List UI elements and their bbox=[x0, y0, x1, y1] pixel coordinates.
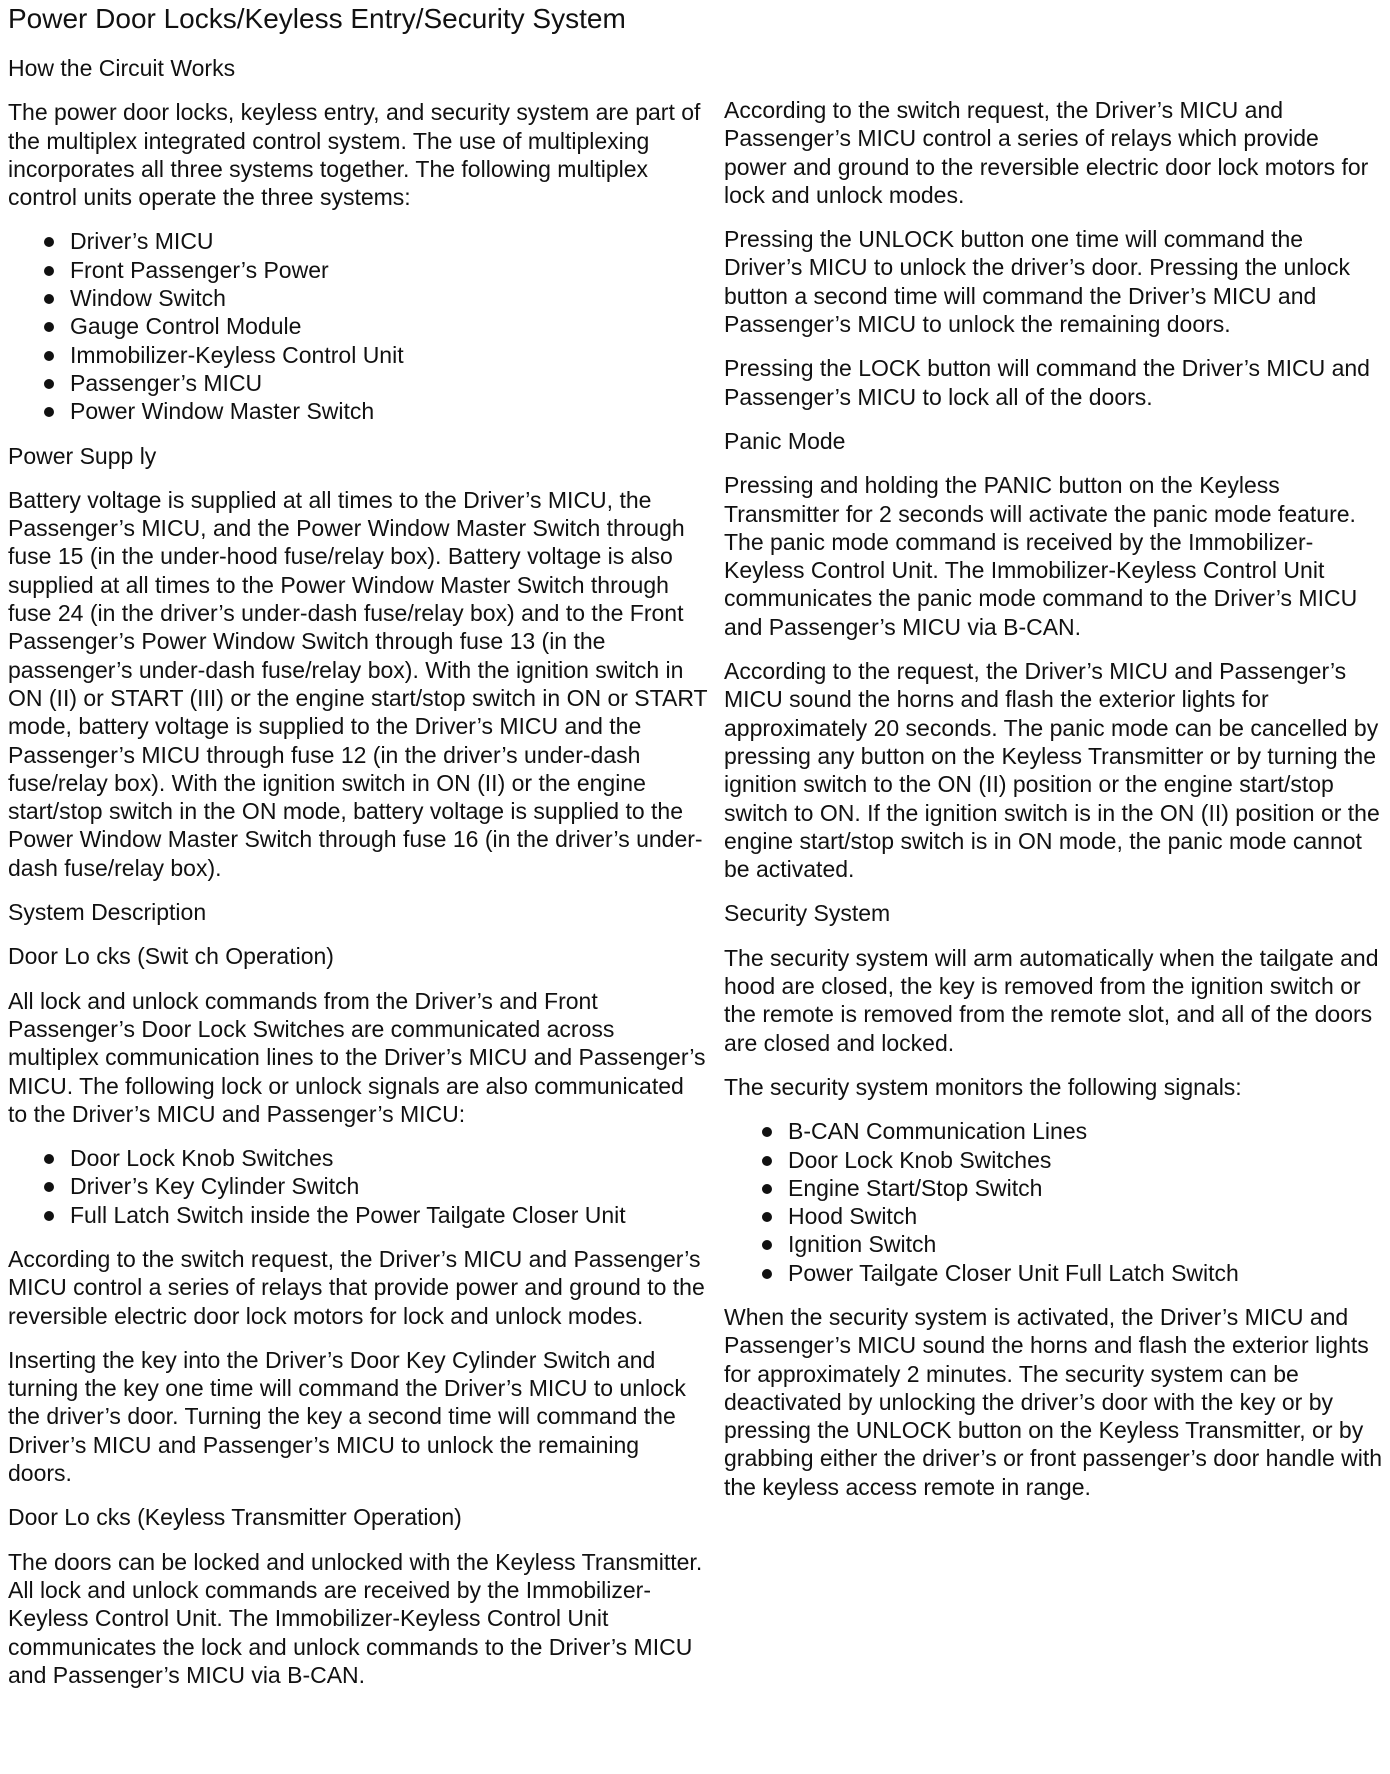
bullet-icon bbox=[44, 1182, 54, 1192]
list-item: Passenger’s MICU bbox=[70, 369, 708, 397]
heading-panic-mode: Panic Mode bbox=[724, 427, 846, 454]
lock-signals-list bbox=[8, 1144, 708, 1229]
bullet-icon bbox=[44, 294, 54, 304]
heading-security-system: Security System bbox=[724, 900, 891, 927]
paragraph-security-activated: When the security system is activated, the Driver’s MICU and Passenger’s MICU sound the horns and flash the exterior lights for approximately 2 minutes. The security system can be deactivated by unlocking the driver’s door with the key or by pressing the UNLOCK button on the Keyless Transmitter, or by grabbing either the driver’s or front passenger’s door handle with the keyless access remote in range. bbox=[724, 1303, 1383, 1500]
bullet-icon bbox=[762, 1127, 772, 1137]
list-item: Engine Start/Stop Switch bbox=[788, 1174, 1386, 1202]
paragraph-security-monitors: The security system monitors the following signals: bbox=[724, 1073, 1242, 1100]
bullet-icon bbox=[762, 1156, 772, 1166]
list-item: Gauge Control Module bbox=[70, 312, 708, 340]
right-column bbox=[724, 96, 1386, 1517]
list-item: Power Tailgate Closer Unit Full Latch Switch bbox=[788, 1259, 1386, 1287]
page-title: Power Door Locks/Keyless Entry/Security System bbox=[8, 3, 626, 34]
bullet-icon bbox=[44, 351, 54, 361]
bullet-icon bbox=[762, 1184, 772, 1194]
bullet-icon bbox=[44, 1154, 54, 1164]
left-column bbox=[8, 54, 708, 1705]
paragraph-panic-activate: Pressing and holding the PANIC button on the Keyless Transmitter for 2 seconds will activate the panic mode feature. The panic mode command is received by the Immobilizer-Keyless Control Unit. The Immobilizer-Keyless Control Unit communicates the panic mode command to the Driver’s MICU and Passenger’s MICU via B-CAN. bbox=[724, 472, 1358, 640]
list-item: Immobilizer-Keyless Control Unit bbox=[70, 341, 708, 369]
list-item: Driver’s MICU bbox=[70, 227, 708, 255]
bullet-icon bbox=[762, 1212, 772, 1222]
heading-how-circuit-works: How the Circuit Works bbox=[8, 55, 236, 81]
control-units-list bbox=[8, 227, 708, 425]
paragraph-relays: According to the switch request, the Driver’s MICU and Passenger’s MICU control a series of relays that provide power and ground to the reversible electric door lock motors for lock and unlock modes. bbox=[8, 1245, 705, 1329]
list-item: Window Switch bbox=[70, 284, 708, 312]
heading-power-supply: Power Supp ly bbox=[8, 442, 157, 469]
paragraph-unlock-button: Pressing the UNLOCK button one time will command the Driver’s MICU to unlock the driver’s door. Pressing the unlock button a second time will command the Driver’s MICU and Passenger’s MICU to unlock the remaining doors. bbox=[724, 226, 1350, 338]
list-item: Front Passenger’s Power bbox=[70, 256, 708, 284]
list-item: Power Window Master Switch bbox=[70, 397, 708, 425]
monitored-signals-list bbox=[724, 1117, 1386, 1287]
list-item: Door Lock Knob Switches bbox=[70, 1144, 708, 1172]
heading-keyless-transmitter: Door Lo cks (Keyless Transmitter Operation) bbox=[8, 1504, 462, 1531]
paragraph-lock-button: Pressing the LOCK button will command the Driver’s MICU and Passenger’s MICU to lock all of the doors. bbox=[724, 355, 1370, 410]
paragraph-switch-operation: All lock and unlock commands from the Driver’s and Front Passenger’s Door Lock Switches are communicated across multiplex communication lines to the Driver’s MICU and Passenger’s MICU. The following lock or unlock signals are also communicated to the Driver’s MICU and Passenger’s MICU: bbox=[8, 987, 706, 1127]
list-item: Ignition Switch bbox=[788, 1230, 1386, 1258]
paragraph-relays-keyless: According to the switch request, the Driver’s MICU and Passenger’s MICU control a series of relays which provide power and ground to the reversible electric door lock motors for lock and unlock modes. bbox=[724, 97, 1369, 208]
list-item: B-CAN Communication Lines bbox=[788, 1117, 1386, 1145]
bullet-icon bbox=[44, 379, 54, 389]
paragraph-keyless: The doors can be locked and unlocked with the Keyless Transmitter. All lock and unlock commands are received by the Immobilizer-Keyless Control Unit. The Immobilizer-Keyless Control Unit communicates the lock and unlock commands to the Driver’s MICU and Passenger’s MICU via B-CAN. bbox=[8, 1548, 703, 1688]
bullet-icon bbox=[762, 1269, 772, 1279]
list-item: Door Lock Knob Switches bbox=[788, 1146, 1386, 1174]
bullet-icon bbox=[44, 237, 54, 247]
paragraph-key-cylinder: Inserting the key into the Driver’s Door Key Cylinder Switch and turning the key one time will command the Driver’s MICU to unlock the driver’s door. Turning the key a second time will command the Driver’s MICU and Passenger’s MICU to unlock the remaining doors. bbox=[8, 1346, 686, 1487]
heading-system-description: System Description bbox=[8, 899, 207, 926]
bullet-icon bbox=[44, 266, 54, 276]
paragraph-intro: The power door locks, keyless entry, and security system are part of the multiplex integrated control system. The use of multiplexing incorporates all three systems together. The following multiplex control units operate the three systems: bbox=[8, 99, 701, 211]
paragraph-power-supply: Battery voltage is supplied at all times to the Driver’s MICU, the Passenger’s MICU, and the Power Window Master Switch through fuse 15 (in the under-hood fuse/relay box). Battery voltage is also supplied at all times to the Power Window Master Switch through fuse 24 (in the driver’s under-dash fuse/relay box) and to the Front Passenger’s Power Window Switch through fuse 13 (in the passenger’s under-dash fuse/relay box). With the ignition switch in ON (II) or START (III) or the engine start/stop switch in ON or START mode, battery voltage is supplied to the Driver’s MICU and the Passenger’s MICU through fuse 12 (in the driver’s under-dash fuse/relay box). With the ignition switch in ON (II) or the engine start/stop switch in the ON mode, battery voltage is supplied to the Power Window Master Switch through fuse 16 (in the driver’s under-dash fuse/relay box). bbox=[8, 486, 708, 881]
list-item: Hood Switch bbox=[788, 1202, 1386, 1230]
paragraph-panic-behavior: According to the request, the Driver’s MICU and Passenger’s MICU sound the horns and flash the exterior lights for approximately 20 seconds. The panic mode can be cancelled by pressing any button on the Keyless Transmitter or by turning the ignition switch to the ON (II) position or the engine start/stop switch to ON. If the ignition switch is in the ON (II) position or the engine start/stop switch is in ON mode, the panic mode cannot be activated. bbox=[724, 658, 1380, 883]
bullet-icon bbox=[44, 1211, 54, 1221]
heading-switch-operation: Door Lo cks (Swit ch Operation) bbox=[8, 943, 334, 970]
list-item: Full Latch Switch inside the Power Tailgate Closer Unit bbox=[70, 1201, 708, 1229]
bullet-icon bbox=[762, 1240, 772, 1250]
bullet-icon bbox=[44, 322, 54, 332]
paragraph-security-arm: The security system will arm automatically when the tailgate and hood are closed, the key is removed from the ignition switch or the remote is removed from the remote slot, and all of the doors are closed and locked. bbox=[724, 944, 1379, 1056]
list-item: Driver’s Key Cylinder Switch bbox=[70, 1172, 708, 1200]
bullet-icon bbox=[44, 407, 54, 417]
